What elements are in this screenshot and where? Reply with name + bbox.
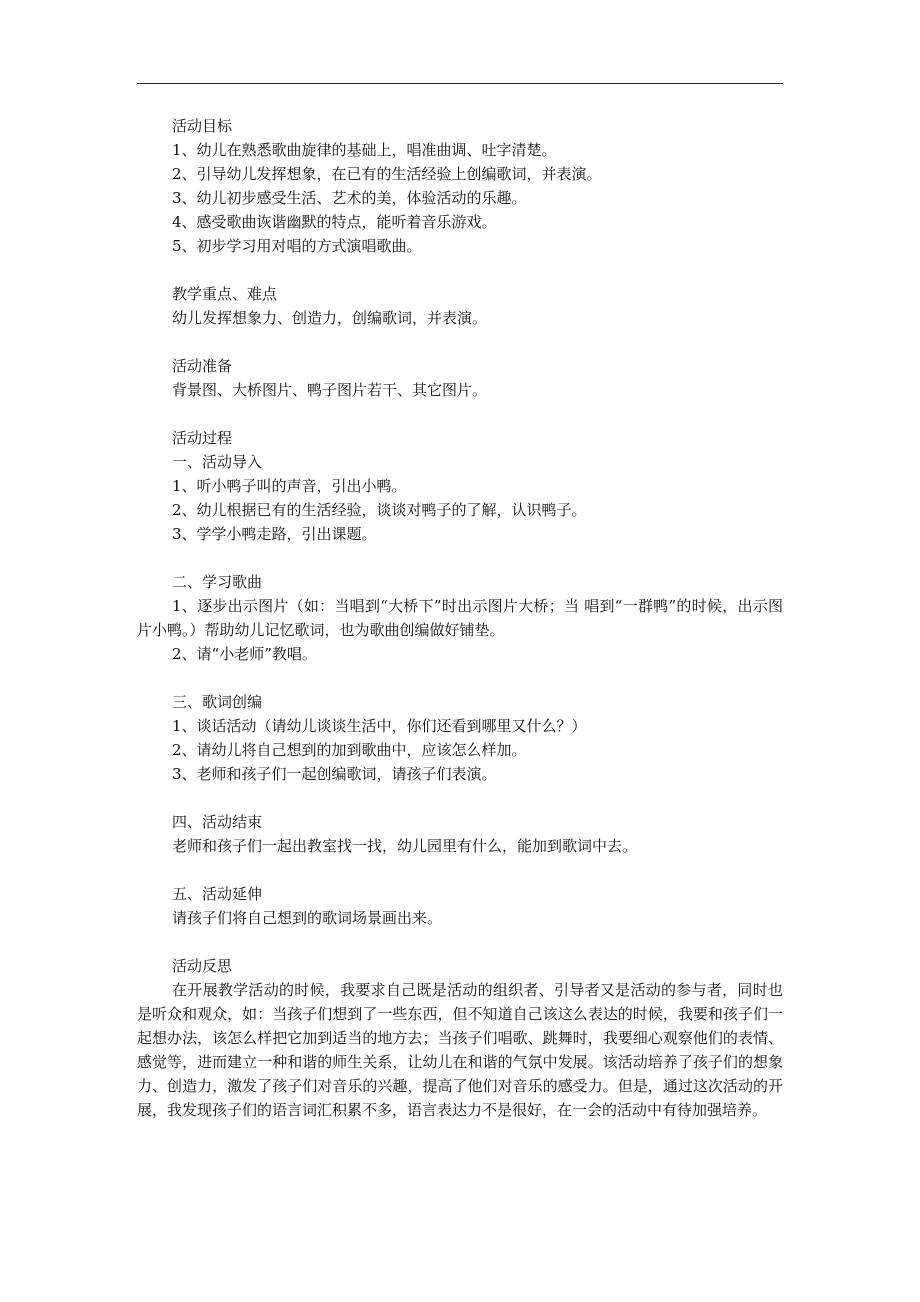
header-rule (137, 83, 783, 84)
learn-item-1: 1、逐步出示图片（如：当唱到“大桥下”时出示图片大桥；当 唱到“一群鸭”的时候，出示图片小鸭。）帮助幼儿记忆歌词，也为歌曲创编做好铺垫。 (137, 597, 783, 639)
goal-item: 2、引导幼儿发挥想象，在已有的生活经验上创编歌词，并表演。 (172, 165, 602, 183)
focus-title: 教学重点、难点 (172, 285, 278, 303)
reflection-title: 活动反思 (172, 957, 233, 975)
intro-item: 1、听小鸭子叫的声音，引出小鸭。 (172, 477, 407, 495)
create-item: 3、老师和孩子们一起创编歌词，请孩子们表演。 (172, 765, 497, 783)
ext-text: 请孩子们将自己想到的歌词场景画出来。 (172, 909, 443, 927)
prep-text: 背景图、大桥图片、鸭子图片若干、其它图片。 (172, 381, 488, 399)
intro-item: 2、幼儿根据已有的生活经验，谈谈对鸭子的了解，认识鸭子。 (172, 501, 587, 519)
goal-item: 4、感受歌曲诙谐幽默的特点，能听着音乐游戏。 (172, 213, 497, 231)
learn-item-2: 2、请“小老师”教唱。 (172, 645, 317, 663)
create-title: 三、歌词创编 (172, 693, 263, 711)
goals-title: 活动目标 (172, 117, 233, 135)
process-title: 活动过程 (172, 429, 233, 447)
end-title: 四、活动结束 (172, 813, 263, 831)
intro-item: 3、学学小鸭走路，引出课题。 (172, 525, 377, 543)
reflection-block (137, 978, 783, 1122)
prep-title: 活动准备 (172, 357, 233, 375)
document-body (172, 114, 778, 594)
create-item: 2、请幼儿将自己想到的加到歌曲中，应该怎么样加。 (172, 741, 527, 759)
reflection-text: 在开展教学活动的时候，我要求自己既是活动的组织者、引导者又是活动的参与者，同时也是听众和观众，如：当孩子们想到了一些东西，但不知道自己该这么表达的时候，我要和孩子们一起想办法，该怎么样把它加到适当的地方去；当孩子们唱歌、跳舞时，我要细心观察他们的表情、感觉等，进而建立一种和谐的师生关系，让幼儿在和谐的气氛中发展。该活动培养了孩子们的想象力、创造力，激发了孩子们对音乐的兴趣，提高了他们对音乐的感受力。但是，通过这次活动的开展，我发现孩子们的语言词汇积累不多，语言表达力不是很好，在一会的活动中有待加强培养。 (137, 981, 783, 1119)
goal-item: 3、幼儿初步感受生活、艺术的美，体验活动的乐趣。 (172, 189, 527, 207)
focus-text: 幼儿发挥想象力、创造力，创编歌词，并表演。 (172, 309, 488, 327)
learn-item-1-block (137, 594, 783, 642)
goal-item: 1、幼儿在熟悉歌曲旋律的基础上，唱准曲调、吐字清楚。 (172, 141, 557, 159)
ext-title: 五、活动延伸 (172, 885, 263, 903)
create-item: 1、谈话活动（请幼儿谈谈生活中，你们还看到哪里又什么？） (172, 717, 587, 735)
learn-title: 二、学习歌曲 (172, 573, 263, 591)
goal-item: 5、初步学习用对唱的方式演唱歌曲。 (172, 237, 422, 255)
intro-title: 一、活动导入 (172, 453, 263, 471)
document-body-cont (172, 642, 778, 978)
end-text: 老师和孩子们一起出教室找一找，幼儿园里有什么，能加到歌词中去。 (172, 837, 638, 855)
